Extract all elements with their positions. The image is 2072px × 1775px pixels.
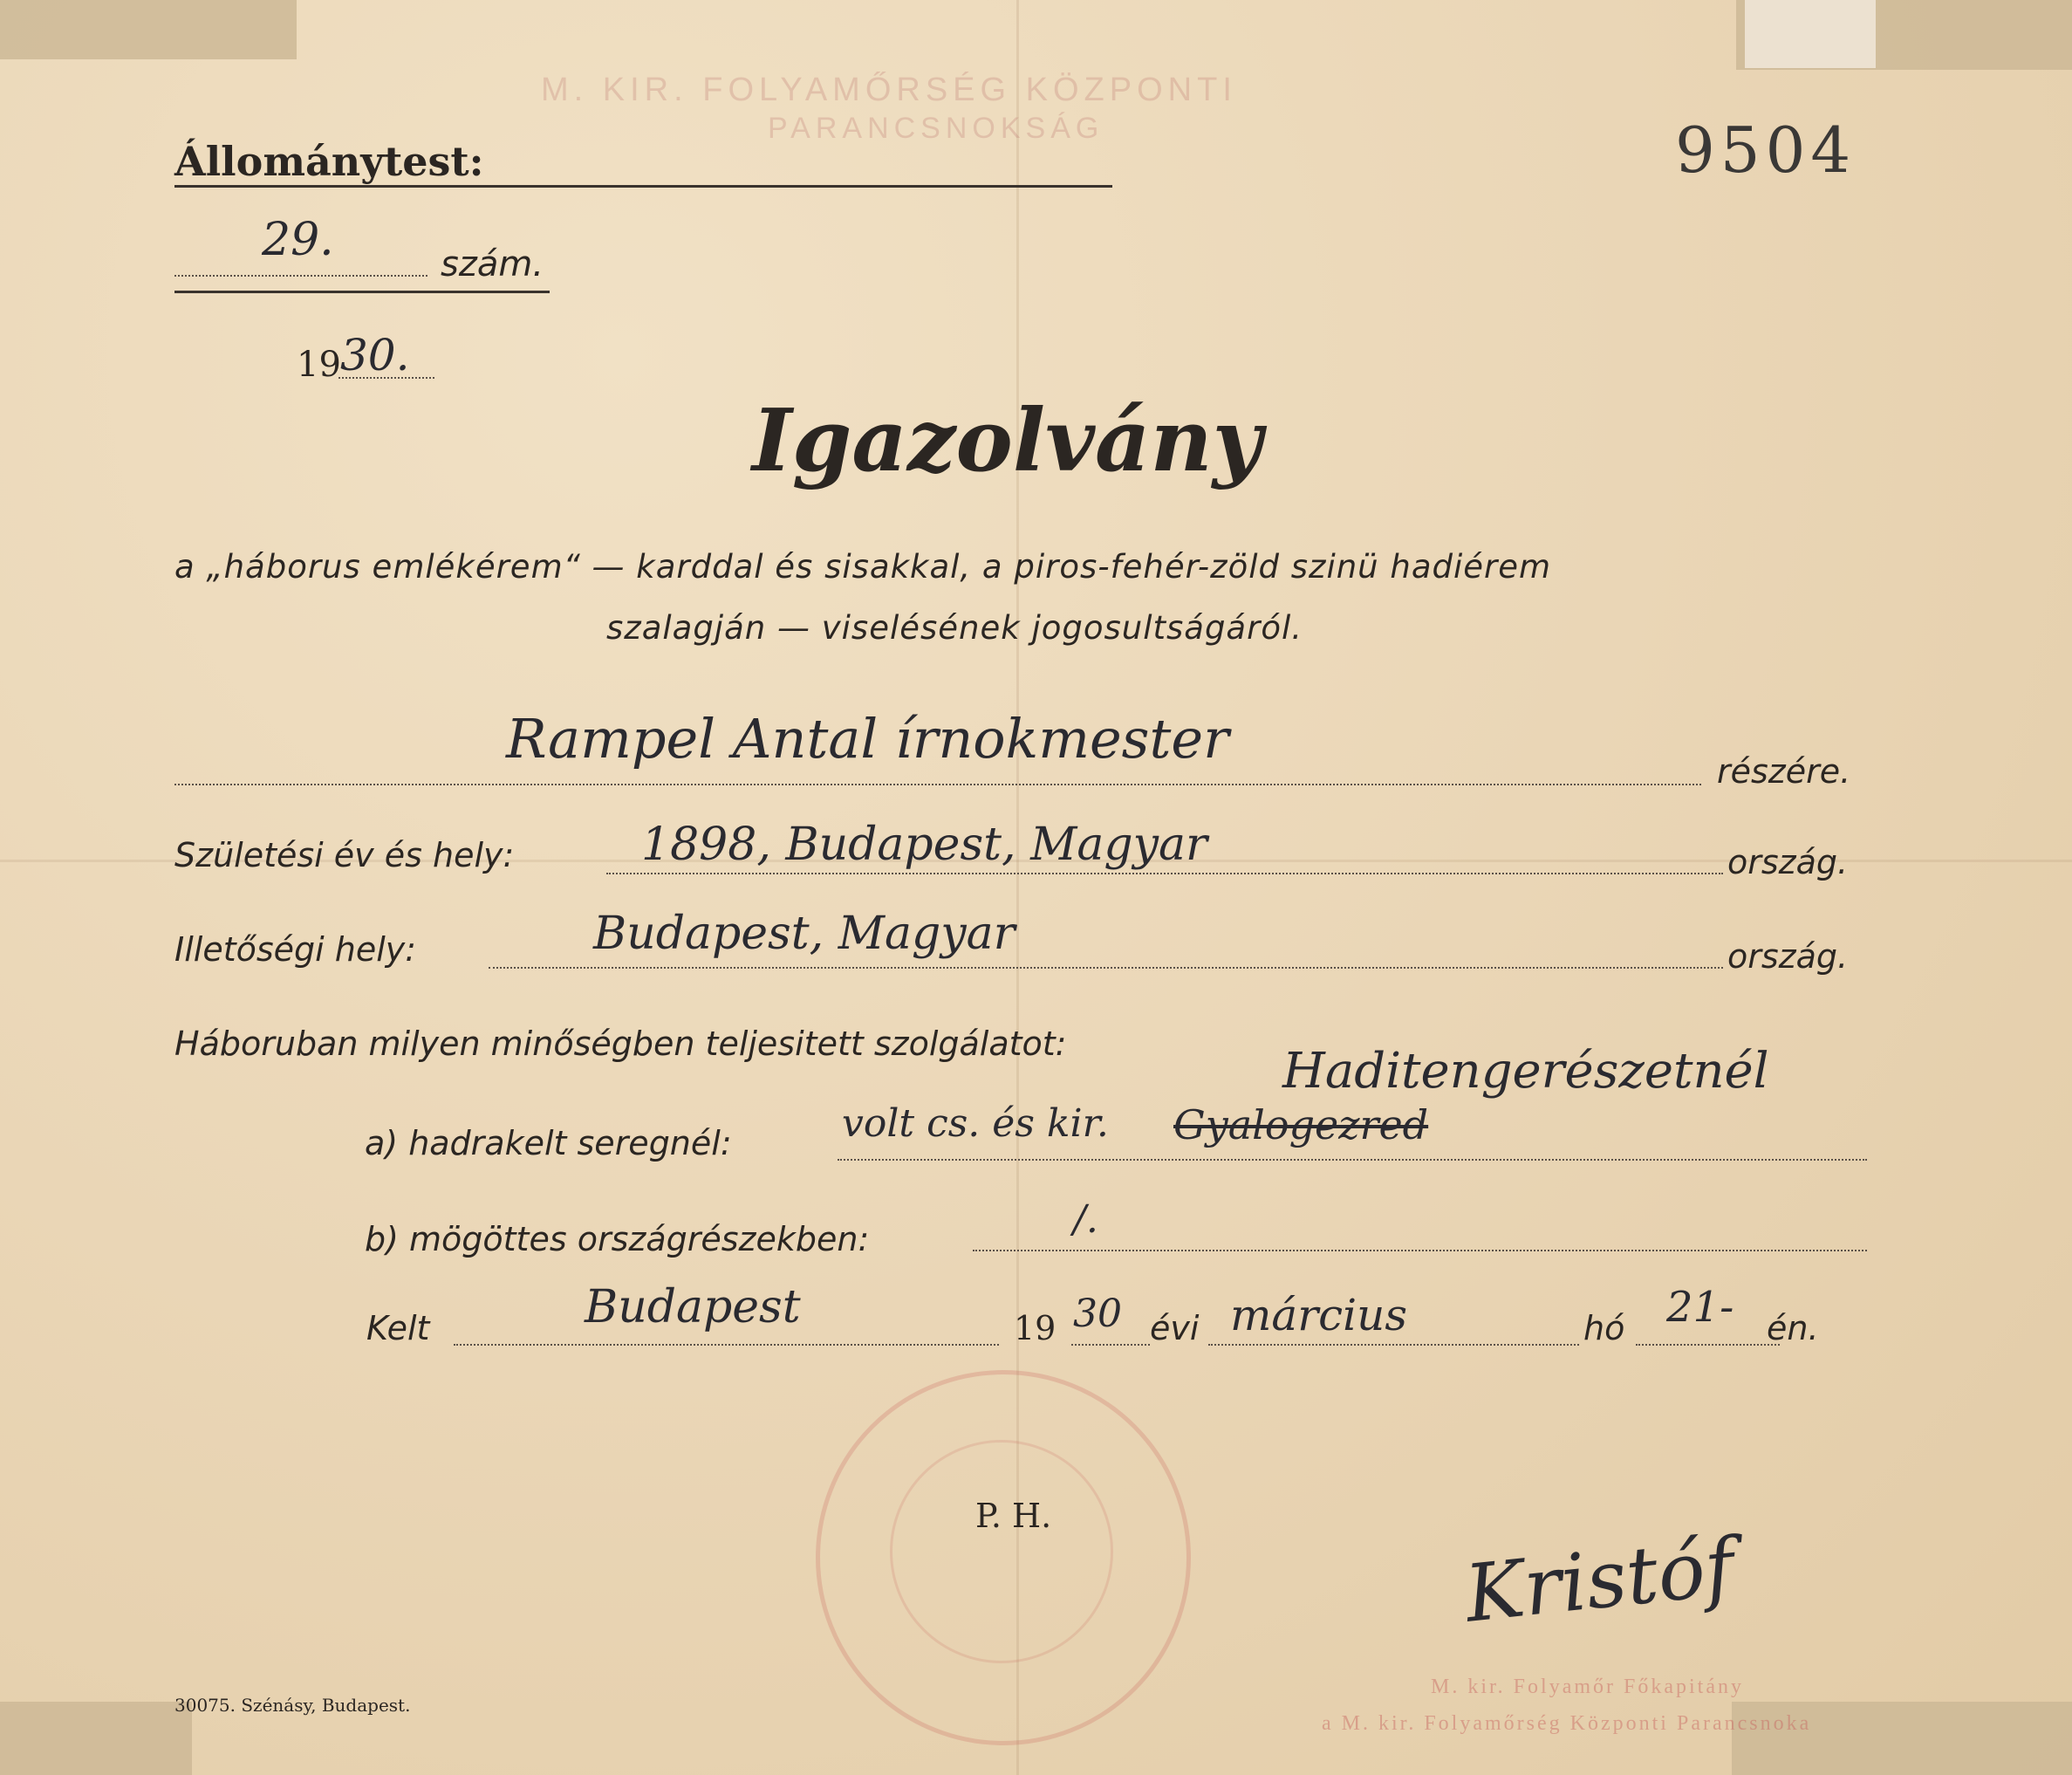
front-dots (838, 1159, 1867, 1161)
red-stamp-line2: a M. kir. Folyamőrség Központi Parancsnoka (1322, 1712, 1812, 1735)
front-value: volt cs. és kir. (842, 1101, 1109, 1146)
kelt-day-dots (1636, 1344, 1780, 1346)
red-stamp-line1: M. kir. Folyamőr Főkapitány (1431, 1676, 1744, 1698)
szam-rule (174, 291, 550, 293)
szam-label: szám. (441, 244, 544, 284)
front-struck-value: Gyalogezred (1173, 1101, 1429, 1148)
subtitle-line1: a „háborus emlékérem“ — karddal és sisakkal, a piros-fehér-zöld szinü hadiérem (174, 548, 1552, 586)
year-value: 30. (340, 330, 410, 380)
szam-value: 29. (262, 214, 334, 266)
recipient-dots (174, 784, 1701, 785)
official-seal-inner (890, 1440, 1113, 1663)
szam-dots (174, 275, 427, 277)
service-label: Háboruban milyen minőségben teljesitett szolgálatot: (174, 1025, 1067, 1063)
kelt-en: én. (1767, 1309, 1819, 1347)
recipient-suffix: részére. (1717, 752, 1851, 791)
doc-number: 9504 (1675, 113, 1857, 187)
birth-value: 1898, Budapest, Magyar (641, 819, 1207, 871)
kelt-year-value: 30 (1073, 1292, 1122, 1336)
document-title: Igazolvány (752, 391, 1262, 491)
signature: Kristóf (1460, 1520, 1739, 1641)
rear-value: /. (1073, 1197, 1098, 1242)
kelt-place: Budapest (585, 1281, 801, 1333)
service-value: Haditengerészetnél (1282, 1043, 1769, 1100)
rear-label: b) mögöttes országrészekben: (365, 1220, 870, 1258)
residence-suffix: ország. (1727, 937, 1849, 976)
recipient-value: Rampel Antal írnokmester (506, 707, 1229, 771)
kelt-month: március (1230, 1290, 1407, 1340)
kelt-day: 21- (1666, 1283, 1734, 1332)
kelt-evi: évi (1150, 1309, 1200, 1347)
tape-top-right-light (1745, 0, 1876, 68)
year-prefix: 19 (297, 345, 341, 385)
faint-stamp-line1: M. KIR. FOLYAMŐRSÉG KÖZPONTI (541, 72, 1237, 108)
tape-top-left (0, 0, 297, 59)
kelt-ho: hó (1583, 1309, 1625, 1347)
kelt-month-dots (1208, 1344, 1579, 1346)
ph-label: P. H. (975, 1497, 1052, 1535)
kelt-year-dots (1071, 1344, 1150, 1346)
printer-mark: 30075. Szénásy, Budapest. (174, 1695, 411, 1716)
allomanytest-rule (174, 185, 1112, 188)
tape-bottom-left (0, 1702, 192, 1775)
residence-dots (489, 967, 1723, 969)
birth-suffix: ország. (1727, 843, 1849, 881)
residence-label: Illetőségi hely: (174, 930, 417, 969)
kelt-place-dots (454, 1344, 999, 1346)
kelt-label: Kelt (366, 1309, 430, 1347)
year-dots (338, 377, 434, 379)
kelt-year-prefix: 19 (1014, 1309, 1057, 1347)
subtitle-line2: szalagján — viselésének jogosultságáról. (606, 609, 1303, 647)
front-label: a) hadrakelt seregnél: (365, 1124, 732, 1162)
residence-value: Budapest, Magyar (593, 908, 1015, 960)
birth-dots (606, 873, 1723, 874)
birth-label: Születési év és hely: (174, 836, 515, 874)
allomanytest-label: Állománytest: (174, 138, 484, 185)
faint-stamp-line2: PARANCSNOKSÁG (768, 112, 1104, 145)
rear-dots (973, 1250, 1867, 1251)
